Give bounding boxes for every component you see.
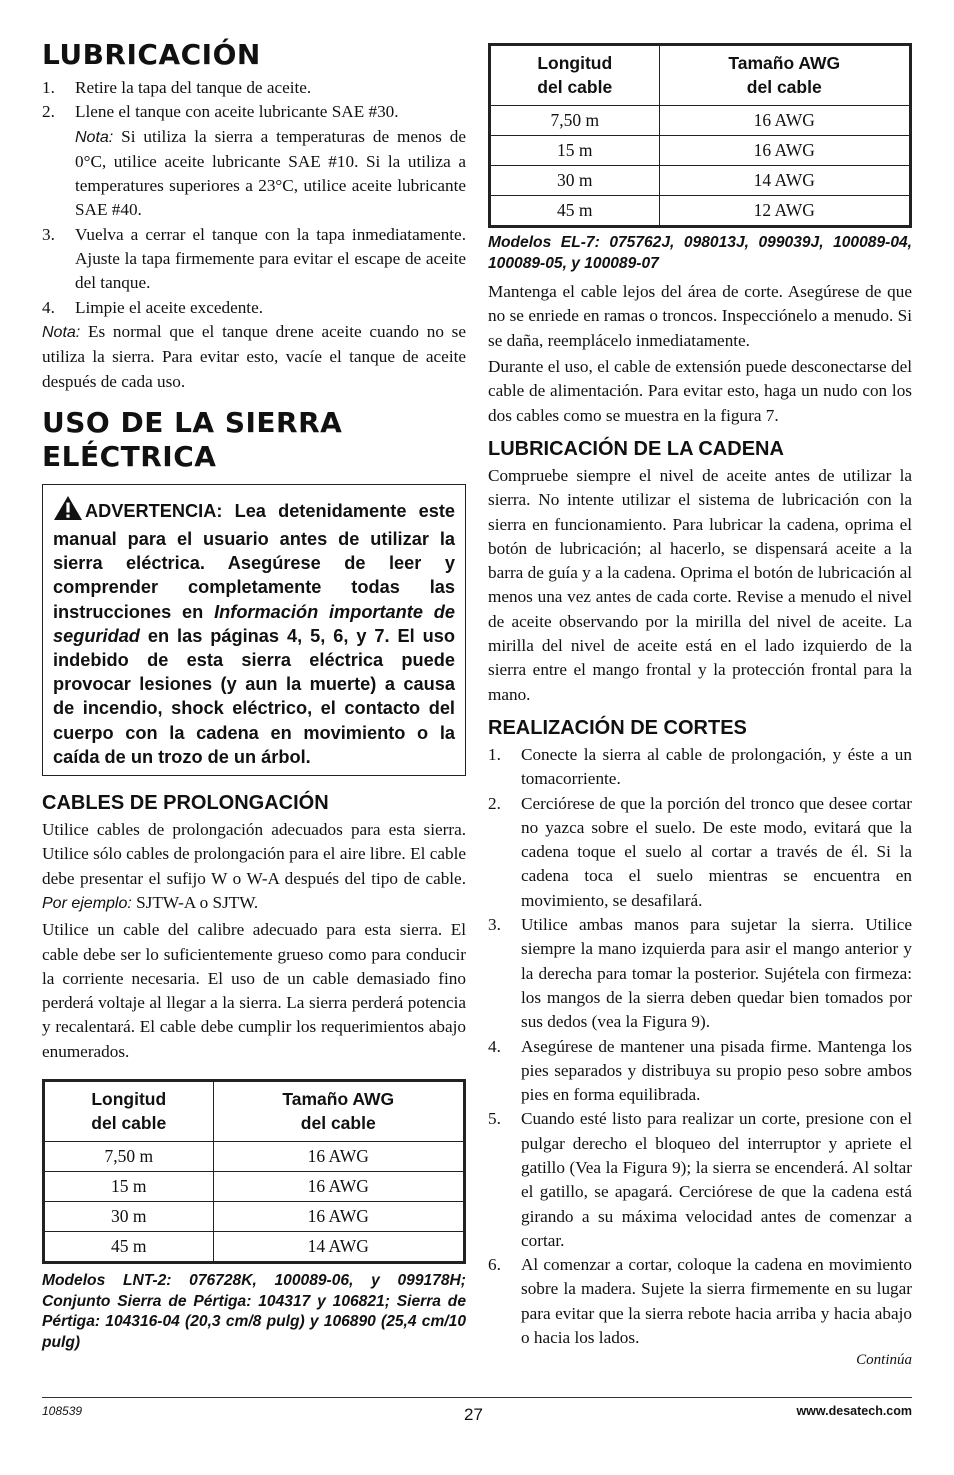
list-item: 4. Asegúrese de mantener una pisada firme. Mantenga los pies separados y distribuya su propio peso sobre ambos pies en forma equilibrada. (488, 1036, 912, 1105)
table-row: 7,50 m 16 AWG (45, 1142, 464, 1172)
cables-heading: CABLES DE PROLONGACIÓN (42, 792, 329, 815)
column-header-length: Longitud del cable (45, 1082, 214, 1142)
cable-care-paragraph: Mantenga el cable lejos del área de corte. Asegúrese de que no se enriede en ramas o troncos. Inspecciónelo a menudo. Si se daña, reemplácelo inmediatamente. (488, 282, 912, 350)
table-row: 7,50 m 16 AWG (491, 106, 910, 136)
lubricacion-note: Nota: Es normal que el tanque drene aceite cuando no se utiliza la sierra. Para evitar esto, vacíe el tanque de aceite después de cada uso. (42, 321, 466, 391)
cable-table-left (42, 1079, 466, 1264)
table-row: 15 m 16 AWG (491, 136, 910, 166)
list-item: 2. Cerciórese de que la porción del tronco que desee cortar no yazca sobre el suelo. De este modo, evitará que la cadena toque el suelo al cortar a través de él. Si la cadena toca el suelo mientras se encuentra en movimiento, se desafilará. (488, 793, 912, 910)
cortes-heading: REALIZACIÓN DE CORTES (488, 716, 747, 739)
list-item: 3. Utilice ambas manos para sujetar la sierra. Utilice siempre la mano izquierda para asir el mango anterior y la derecha para tomar la posterior. Sujétela con firmeza: los mangos de la sierra deben quedar bien tomados por sus dedos (vea la Figura 9). (488, 915, 912, 1032)
column-header-awg: Tamaño AWG del cable (213, 1082, 463, 1142)
cable-knot-paragraph: Durante el uso, el cable de extensión puede desconectarse del cable de alimentación. Para evitar esto, haga un nudo con los dos cables como se muestra en la figura 7. (488, 357, 912, 425)
note-label: Nota: (75, 128, 114, 146)
lubricacion-heading: LUBRICACIÓN (42, 38, 261, 71)
cadena-paragraph: Compruebe siempre el nivel de aceite antes de utilizar la sierra. No intente utilizar el sistema de lubricación con la sierra en funcionamiento. Para lubricar la cadena, oprima el botón de lubricación; al hacerlo, se dispensará aceite a la barra de guía y a la cadena. Oprima el botón de lubricación al menos una vez antes de cada corte. Revise a menudo el nivel de aceite observando por la mirilla del nivel de aceite. La mirilla del nivel de aceite está en el lado izquierdo de la sierra entre el mango frontal y la protección frontal para la mano. (488, 465, 912, 704)
list-item: 1. Conecte la sierra al cable de prolongación, y éste a un tomacorriente. (488, 744, 912, 789)
left-column (42, 38, 466, 1353)
list-item: 6. Al comenzar a cortar, coloque la cadena en movimiento sobre la madera. Sujete la sierra firmemente en su lugar para evitar que la sierra rebote hacia arriba y hacia abajo o hacia los lados. (488, 1255, 912, 1348)
models-note-left: Modelos LNT-2: 076728K, 100089-06, y 099178H; Conjunto Sierra de Pértiga: 104317 y 106821; Sierra de Pértiga: 104316-04 (20,3 cm/8 pulg) y 106890 (25,4 cm/10 pulg) (42, 1272, 466, 1351)
warning-text: ADVERTENCIA: Lea detenidamente este manual para el usuario antes de utilizar la sierra eléctrica. Asegúrese de leer y comprender completamente todas las instrucciones en Información importante de seguridad en las páginas 4, 5, 6, y 7. El uso indebido de esta sierra eléctrica puede provocar lesiones (y aun la muerte) a causa de incendio, shock eléctrico, el contacto del cuerpo con la cadena en movimiento o la caída de un trozo de un árbol. (53, 495, 455, 769)
cortes-steps (488, 743, 912, 1350)
column-header-awg: Tamaño AWG del cable (659, 46, 909, 106)
website-link[interactable]: www.desatech.com (796, 1404, 912, 1418)
column-header-length: Longitud del cable (491, 46, 660, 106)
list-item: 4. Limpie el aceite excedente. (42, 297, 263, 317)
table-header-row (45, 1082, 464, 1142)
warning-icon (53, 495, 83, 527)
table-row: 45 m 12 AWG (491, 196, 910, 226)
right-column (488, 43, 912, 1370)
page-number: 27 (464, 1405, 483, 1424)
table-row: 30 m 14 AWG (491, 166, 910, 196)
cables-paragraph-2: Utilice un cable del calibre adecuado para esta sierra. El cable debe ser lo suficientemente grueso como para conducir la corriente necesaria. El uso de un cable demasiado fino perderá voltaje al llegar a la sierra. La sierra perderá potencia y recalentará. El cable debe cumplir los requerimientos abajo enumerados. (42, 920, 466, 1061)
table-row: 45 m 14 AWG (45, 1232, 464, 1262)
cables-paragraph-1: Utilice cables de prolongación adecuados para esta sierra. Utilice sólo cables de prolongación para el aire libre. El cable debe presentar el sufijo W o W-A después del tipo de cable. Por ejemplo: SJTW-A o SJTW. (42, 820, 466, 912)
continua-label: Continúa (856, 1352, 912, 1369)
table-row: 30 m 16 AWG (45, 1202, 464, 1232)
footer-divider (42, 1397, 912, 1398)
lubricacion-steps (42, 76, 466, 320)
cable-table-right (488, 43, 912, 228)
table-row: 15 m 16 AWG (45, 1172, 464, 1202)
list-item: 2. Llene el tanque con aceite lubricante SAE #30. Nota: Si utiliza la sierra a temperaturas de menos de 0°C, utilice aceite lubricante SAE #10. Si la utiliza a temperatures superiores a 23°C, utilice aceite lubricante SAE #40. (42, 102, 466, 220)
cadena-heading: LUBRICACIÓN DE LA CADENA (488, 437, 784, 460)
models-note-right: Modelos EL-7: 075762J, 098013J, 099039J, 100089-04, 100089-05, y 100089-07 (488, 234, 912, 272)
list-item: 1. Retire la tapa del tanque de aceite. (42, 78, 312, 97)
uso-heading: USO DE LA SIERRA ELÉCTRICA (42, 405, 343, 473)
table-header-row (491, 46, 910, 106)
warning-box (42, 484, 466, 776)
list-item: 3. Vuelva a cerrar el tanque con la tapa inmediatamente. Ajuste la tapa firmemente para evitar el escape de aceite del tanque. (42, 224, 466, 293)
document-number: 108539 (42, 1404, 83, 1418)
list-item: 5. Cuando esté listo para realizar un corte, presione con el pulgar derecho el bloqueo del interruptor y apriete el gatillo (Vea la Figura 9); la sierra se encenderá. Al soltar el gatillo, se apagará. Cerciórese de que la cadena está girando a su máxima velocidad antes de comenzar a cortar. (488, 1109, 912, 1250)
